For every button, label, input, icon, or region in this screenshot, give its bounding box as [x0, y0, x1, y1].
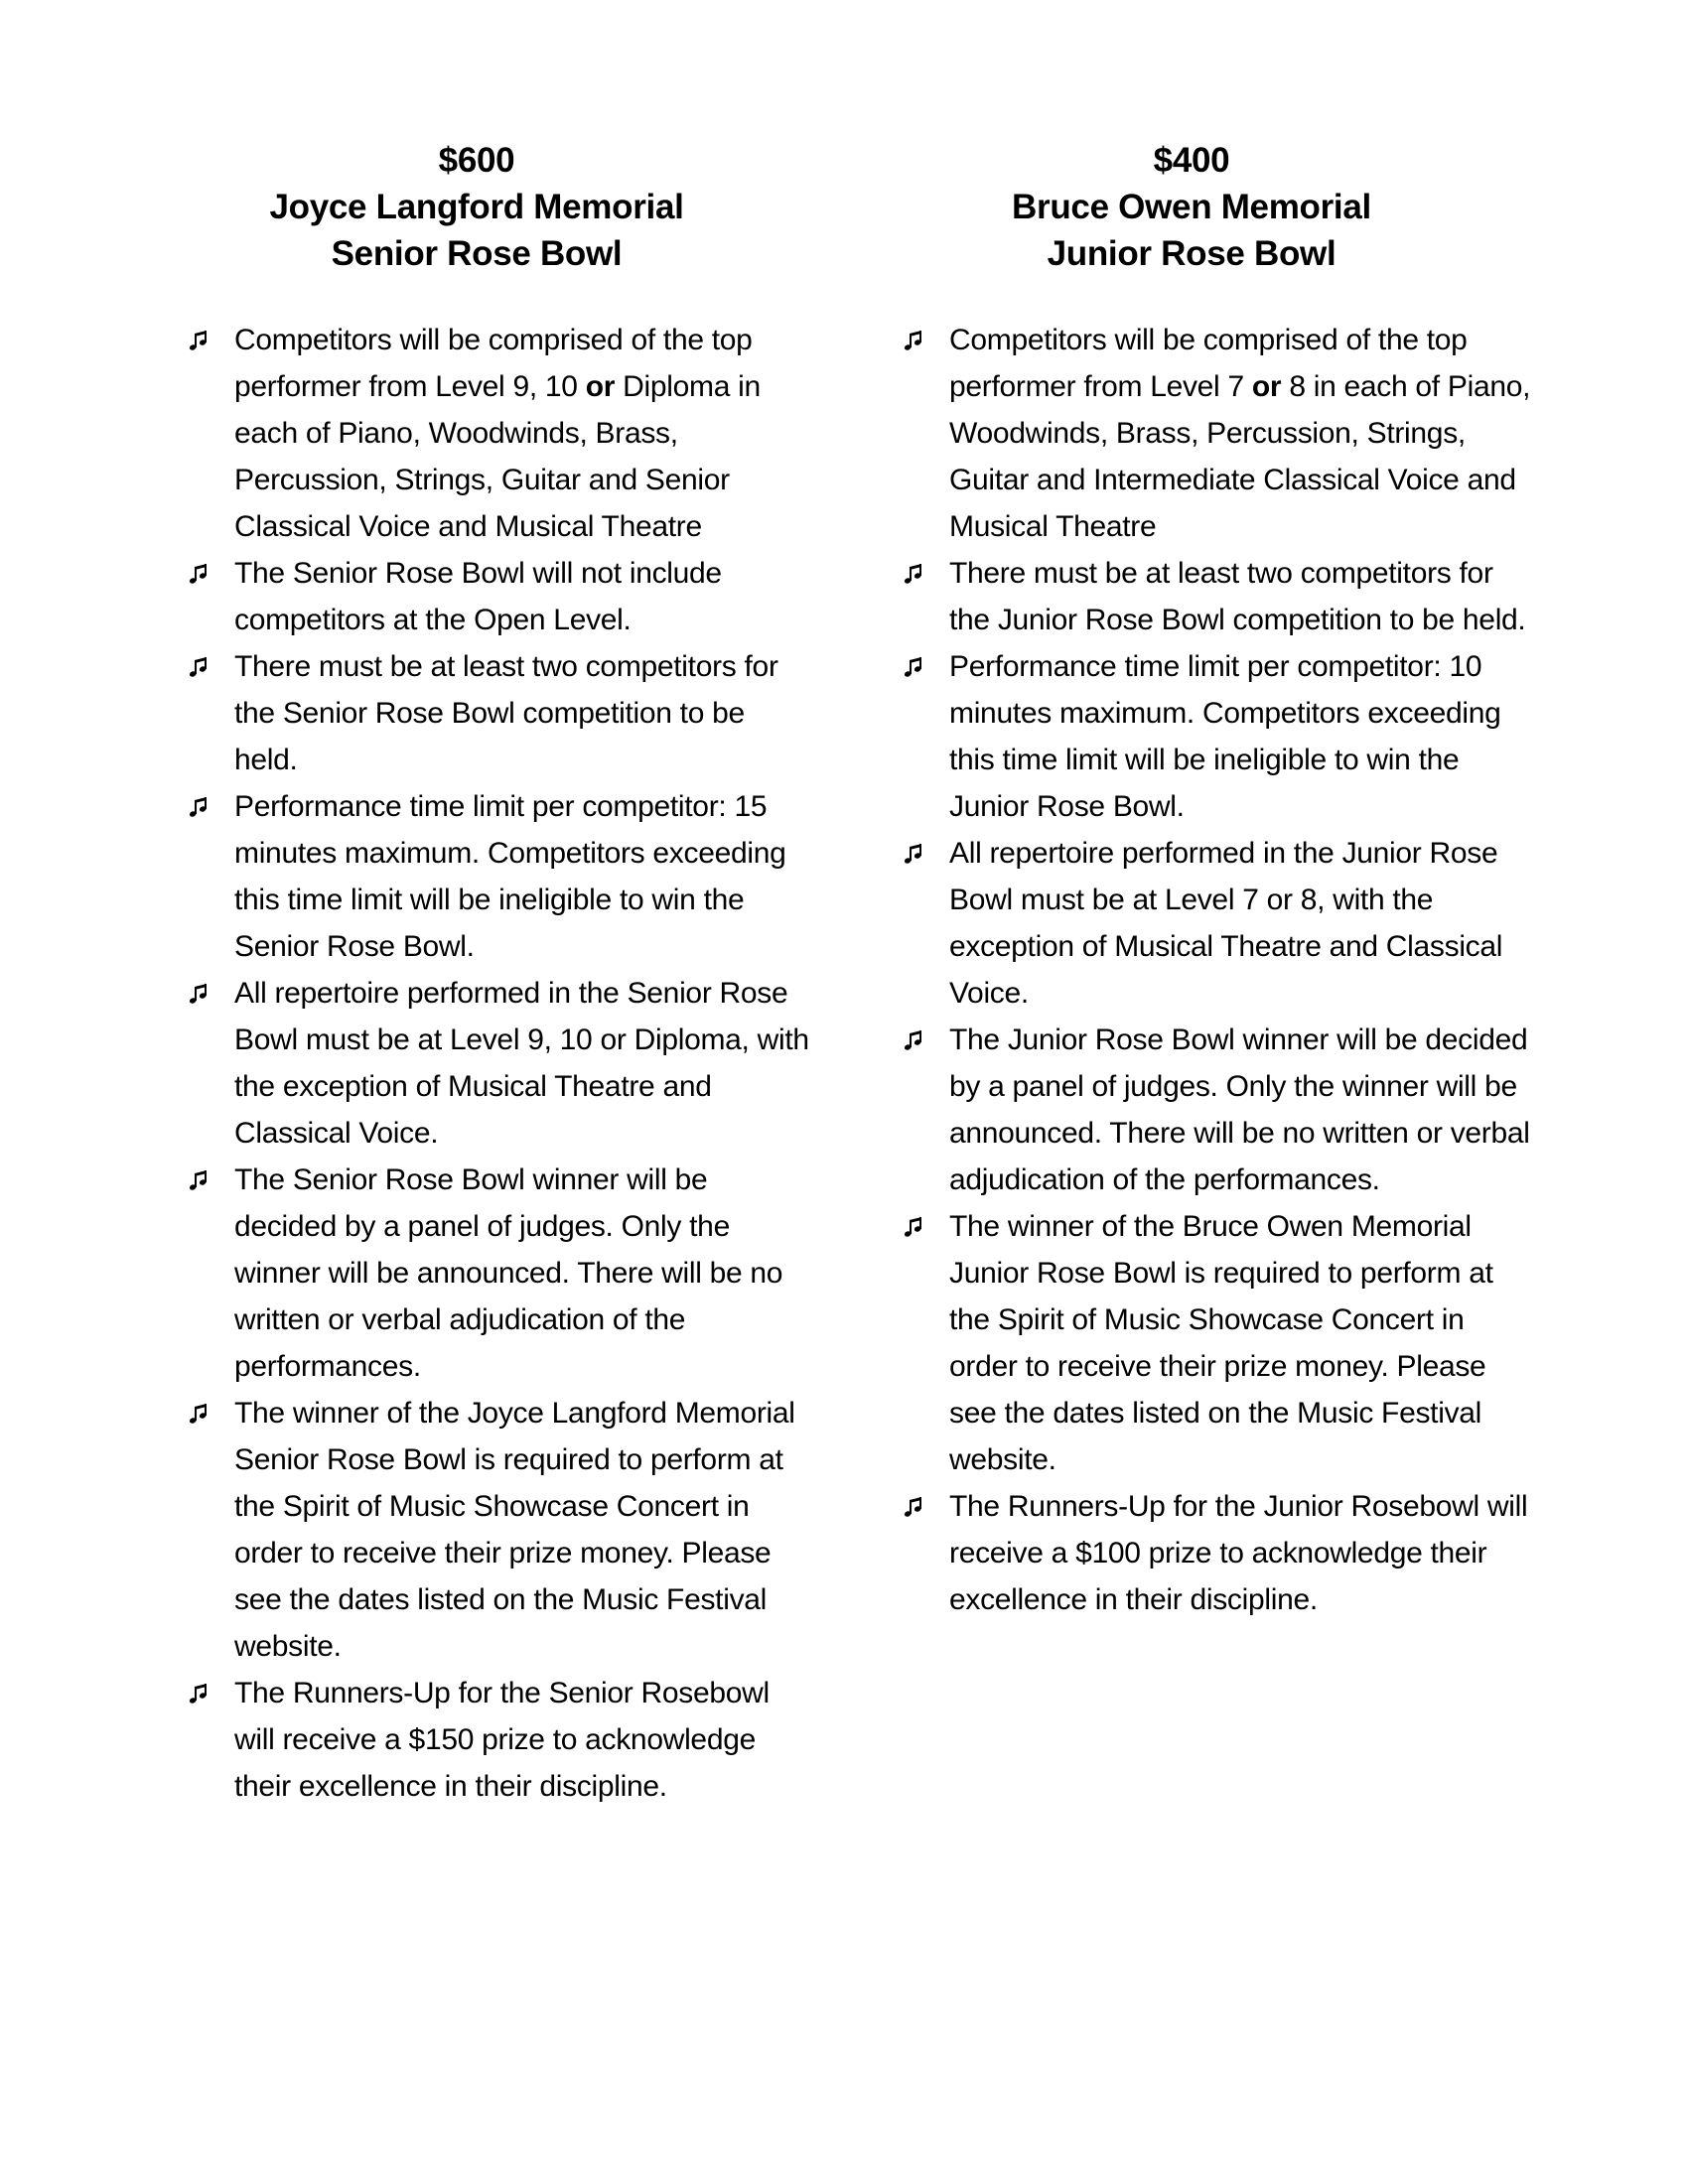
- music-note-icon: [904, 317, 927, 363]
- list-item: All repertoire performed in the Junior Rose Bowl must be at Level 7 or 8, with the exception of Musical Theatre and Classical Voice.: [904, 830, 1539, 1017]
- junior-rules-list: [904, 317, 1539, 1623]
- junior-title-line2: Junior Rose Bowl: [1047, 234, 1336, 273]
- list-item: The winner of the Bruce Owen Memorial Junior Rose Bowl is required to perform at the Spirit of Music Showcase Concert in order to receive their prize money. Please see the dates listed on the Music Festival website.: [904, 1203, 1539, 1483]
- music-note-icon: [189, 1157, 212, 1203]
- list-item: All repertoire performed in the Senior Rose Bowl must be at Level 9, 10 or Diploma, with the exception of Musical Theatre and Classical Voice.: [189, 970, 814, 1157]
- junior-title-line1: Bruce Owen Memorial: [1012, 188, 1371, 226]
- music-note-icon: [189, 550, 212, 597]
- list-item: Performance time limit per competitor: 15 minutes maximum. Competitors exceeding this time limit will be ineligible to win the Senior Rose Bowl.: [189, 783, 814, 970]
- list-item: There must be at least two competitors for the Junior Rose Bowl competition to be held.: [904, 550, 1539, 643]
- list-item: There must be at least two competitors for the Senior Rose Bowl competition to be held.: [189, 643, 814, 783]
- list-item: The Runners-Up for the Senior Rosebowl will receive a $150 prize to acknowledge their excellence in their discipline.: [189, 1670, 814, 1810]
- list-item: Competitors will be comprised of the top performer from Level 7 or 8 in each of Piano, Woodwinds, Brass, Percussion, Strings, Guitar and Intermediate Classical Voice and Musical Theatre: [904, 317, 1539, 550]
- junior-heading: [904, 137, 1479, 277]
- list-item: The Senior Rose Bowl will not include competitors at the Open Level.: [189, 550, 814, 643]
- music-note-icon: [904, 1203, 927, 1250]
- senior-title-line2: Senior Rose Bowl: [331, 234, 623, 273]
- music-note-icon: [904, 1483, 927, 1530]
- music-note-icon: [189, 783, 212, 830]
- list-item: The Junior Rose Bowl winner will be decided by a panel of judges. Only the winner will be announced. There will be no written or verbal adjudication of the performances.: [904, 1017, 1539, 1203]
- senior-rose-bowl-section: [189, 137, 814, 1810]
- music-note-icon: [189, 1390, 212, 1436]
- music-note-icon: [189, 643, 212, 690]
- music-note-icon: [189, 317, 212, 363]
- senior-heading: [189, 137, 765, 277]
- list-item: The Senior Rose Bowl winner will be decided by a panel of judges. Only the winner will be announced. There will be no written or verbal adjudication of the performances.: [189, 1157, 814, 1390]
- list-item: Performance time limit per competitor: 10 minutes maximum. Competitors exceeding this time limit will be ineligible to win the Junior Rose Bowl.: [904, 643, 1539, 830]
- list-item: The Runners-Up for the Junior Rosebowl will receive a $100 prize to acknowledge their excellence in their discipline.: [904, 1483, 1539, 1623]
- senior-title-line1: Joyce Langford Memorial: [269, 188, 684, 226]
- junior-prize-amount: $400: [1153, 141, 1230, 180]
- music-note-icon: [904, 643, 927, 690]
- list-item: Competitors will be comprised of the top performer from Level 9, 10 or Diploma in each of Piano, Woodwinds, Brass, Percussion, Strings, Guitar and Senior Classical Voice and Musical Theatre: [189, 317, 814, 550]
- music-note-icon: [904, 1017, 927, 1063]
- junior-rose-bowl-section: [904, 137, 1539, 1623]
- senior-rules-list: [189, 317, 814, 1810]
- music-note-icon: [904, 830, 927, 877]
- music-note-icon: [189, 970, 212, 1017]
- senior-prize-amount: $600: [438, 141, 515, 180]
- list-item: The winner of the Joyce Langford Memorial Senior Rose Bowl is required to perform at the Spirit of Music Showcase Concert in order to receive their prize money. Please see the dates listed on the Music Festival website.: [189, 1390, 814, 1670]
- music-note-icon: [904, 550, 927, 597]
- music-note-icon: [189, 1670, 212, 1716]
